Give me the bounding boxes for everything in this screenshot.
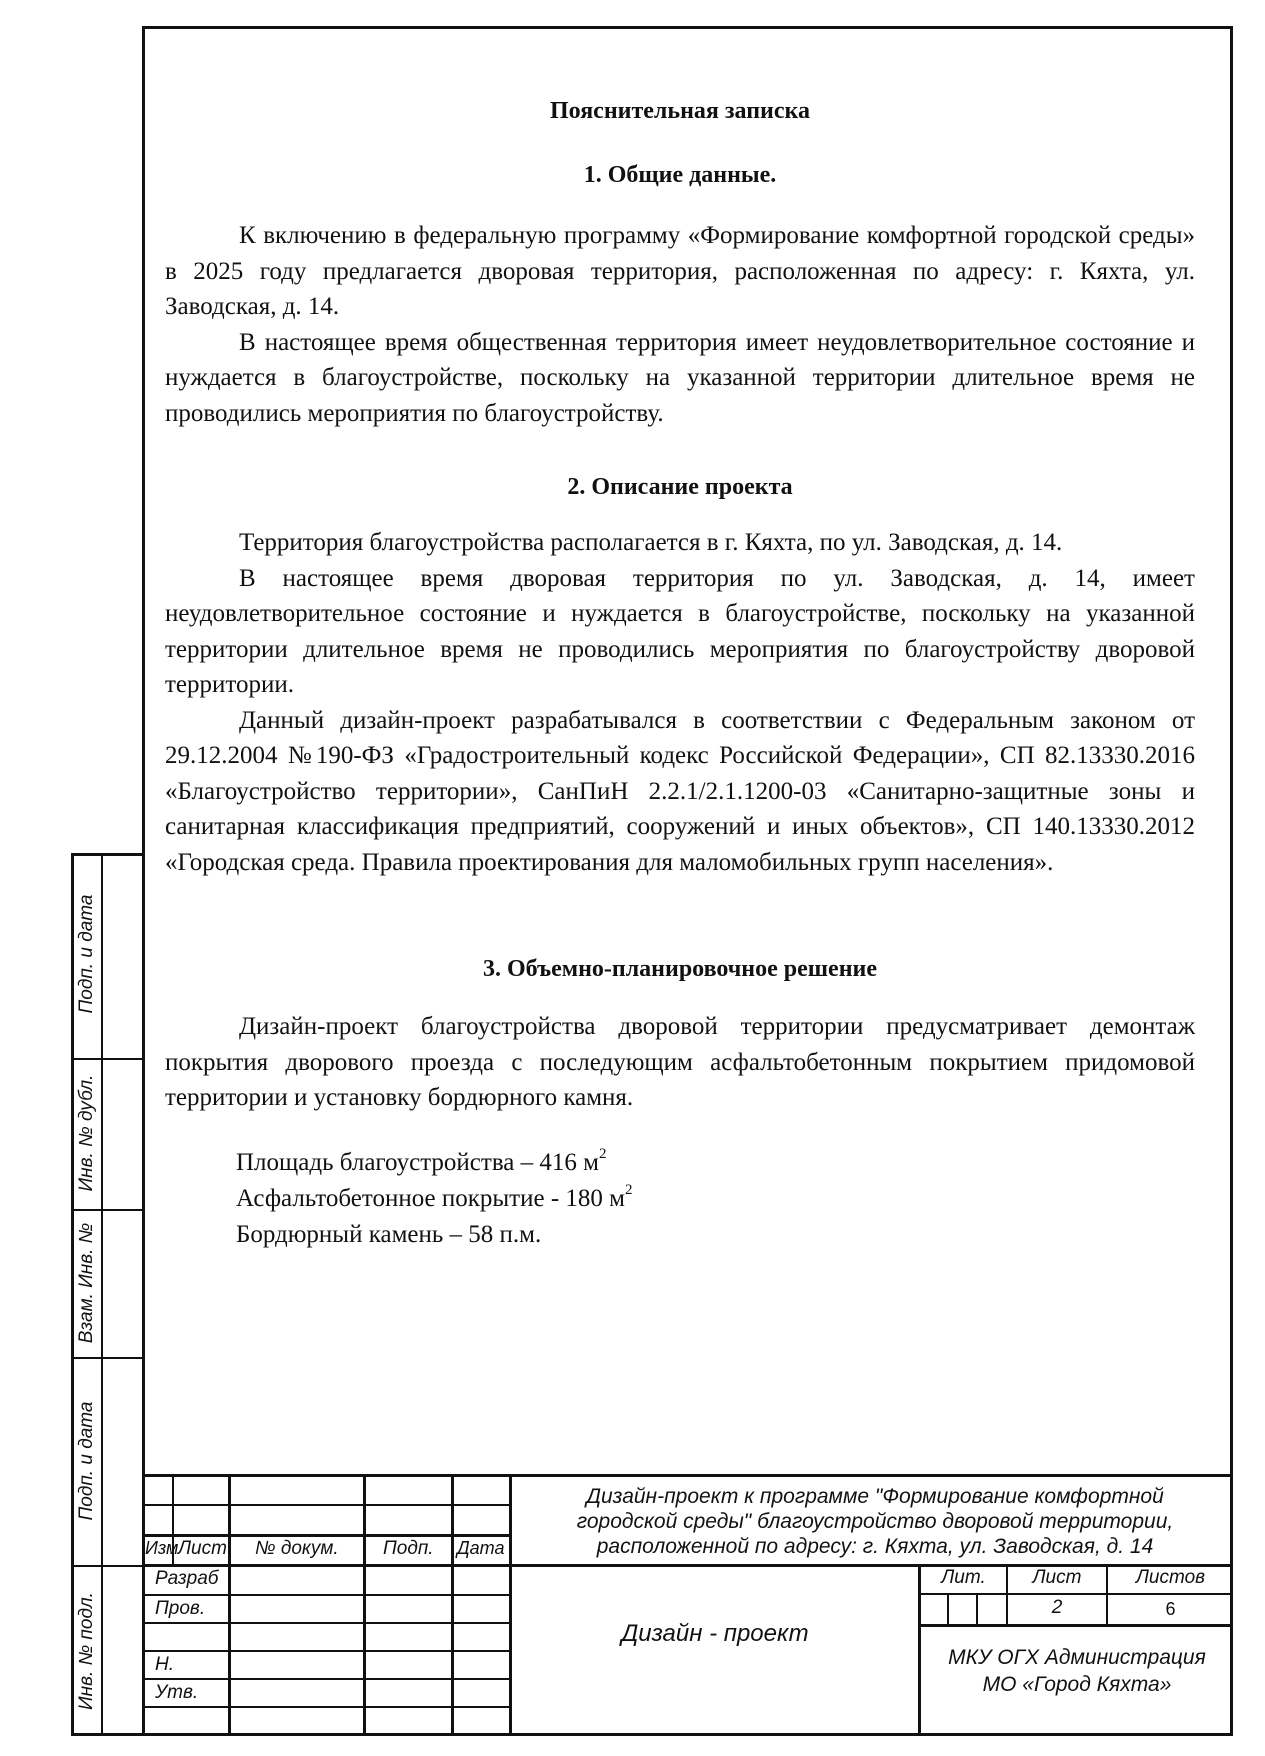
quantity-text: Асфальтобетонное покрытие - 180 м <box>236 1185 625 1212</box>
title-block-hline <box>142 1650 509 1652</box>
title-block-hline <box>142 1622 509 1624</box>
quantity-superscript: 2 <box>624 1181 633 1198</box>
paragraph: Дизайн-проект благоустройства дворовой территории предусматривает демонтаж покрытия дворового проезда с последующим асфальтобетонным покрытием придомовой территории и установку бордюрного камня. <box>165 1013 1195 1111</box>
title-block-hline <box>918 1624 1233 1627</box>
side-strip-divider <box>101 853 103 1736</box>
paragraph: В настоящее время дворовая территория по ул. Заводская, д. 14, имеет неудовлетворительное состояние и нуждается в благоустройстве, поскольку на указанной территории длительное время не проводились мероприятия по благоустройству дворовой территории. <box>165 564 1195 698</box>
section-1-body <box>165 218 1195 431</box>
paragraph: В настоящее время общественная территория имеет неудовлетворительное состояние и нуждается в благоустройстве, поскольку на указанной территории длительное время не проводились мероприятия по благоустройству. <box>165 328 1195 427</box>
project-title-line: городской среды" благоустройство дворовой территории, <box>576 1510 1174 1533</box>
side-label-sign-date-2: Подп. и дата <box>76 1401 97 1521</box>
col-signature: Подп. <box>383 1538 434 1559</box>
section-1-heading: 1. Общие данные. <box>583 162 777 188</box>
col-izm: Изм <box>145 1538 179 1558</box>
title-block-vline <box>451 1474 454 1736</box>
section-3-body <box>165 1009 1195 1116</box>
role-developer: Разраб <box>155 1568 219 1589</box>
title-block-vline <box>228 1474 231 1736</box>
sheet-number: 2 <box>1051 1597 1063 1618</box>
organization-line: МО «Город Кяхта» <box>982 1673 1172 1696</box>
side-label-inv-dubl: Инв. № дубл. <box>76 1074 97 1192</box>
quantity-area <box>236 1145 607 1177</box>
document-title: Пояснительная записка <box>549 98 810 124</box>
role-approved: Утв. <box>155 1682 199 1703</box>
title-block-hline <box>142 1594 509 1596</box>
section-2-body <box>165 525 1195 880</box>
title-block-hline <box>918 1593 1233 1595</box>
organization <box>921 1644 1233 1698</box>
side-strip-row-line <box>71 1058 142 1060</box>
title-block-hline <box>142 1534 509 1537</box>
organization-line: МКУ ОГХ Администрация <box>948 1646 1206 1669</box>
title-block-vline <box>509 1474 512 1736</box>
sheet-label: Лист <box>1032 1567 1082 1588</box>
document-name: Дизайн - проект <box>621 1620 809 1647</box>
quantity-superscript: 2 <box>598 1145 607 1162</box>
side-strip-row-line <box>71 1209 142 1211</box>
title-block-vline <box>947 1594 949 1626</box>
side-strip-row-line <box>71 1565 142 1567</box>
quantity-text: Площадь благоустройства – 416 м <box>236 1149 599 1176</box>
role-checker: Пров. <box>155 1598 206 1619</box>
title-block-vline <box>976 1594 978 1626</box>
lit-label: Лит. <box>941 1567 986 1588</box>
quantity-asphalt <box>236 1181 633 1213</box>
col-doc-number: № докум. <box>255 1538 339 1559</box>
quantity-curb <box>236 1221 541 1249</box>
section-2-heading: 2. Описание проекта <box>567 474 793 500</box>
title-block-hline <box>142 1504 509 1506</box>
paragraph: Территория благоустройства располагается в г. Кяхта, по ул. Заводская, д. 14. <box>239 529 1063 556</box>
project-title-line: Дизайн-проект к программе "Формирование комфортной <box>586 1485 1164 1508</box>
side-label-vzam-inv: Взам. Инв. № <box>76 1222 97 1344</box>
sheets-total: 6 <box>1165 1599 1176 1619</box>
side-strip-row-line <box>71 1357 142 1359</box>
project-title <box>520 1484 1230 1559</box>
side-label-inv-podl: Инв. № подл. <box>76 1592 97 1710</box>
quantity-text: Бордюрный камень – 58 п.м. <box>236 1221 542 1248</box>
title-block-hline <box>142 1706 509 1708</box>
col-date: Дата <box>457 1538 505 1558</box>
col-list: Лист <box>178 1538 227 1559</box>
title-block-top-line <box>142 1474 1233 1477</box>
paragraph: К включению в федеральную программу «Формирование комфортной городской среды» в 2025 году предлагается дворовая территория, расположенная по адресу: г. Кяхта, ул. Заводская, д. 14. <box>165 222 1195 320</box>
side-label-sign-date: Подп. и дата <box>76 894 97 1014</box>
project-title-line: расположенной по адресу: г. Кяхта, ул. Заводская, д. 14 <box>596 1535 1154 1558</box>
title-block-vline <box>363 1474 366 1736</box>
title-block-hline <box>142 1678 509 1680</box>
sheets-label: Листов <box>1135 1567 1206 1588</box>
section-3-heading: 3. Объемно-планировочное решение <box>483 956 877 982</box>
paragraph: Данный дизайн-проект разрабатывался в соответствии с Федеральным законом от 29.12.2004 №190-ФЗ «Градостроительный кодекс Российской Федерации», СП 82.13330.2016 «Благоустройство территории», СанПиН 2.2.1/2.1.1200-03 «Санитарно-защитные зоны и санитарная классификация предприятий, сооружений и иных объектов», СП 140.13330.2012 «Городская среда. Правила проектирования для маломобильных групп населения». <box>165 706 1195 876</box>
role-norm-control: Н. <box>155 1654 174 1675</box>
